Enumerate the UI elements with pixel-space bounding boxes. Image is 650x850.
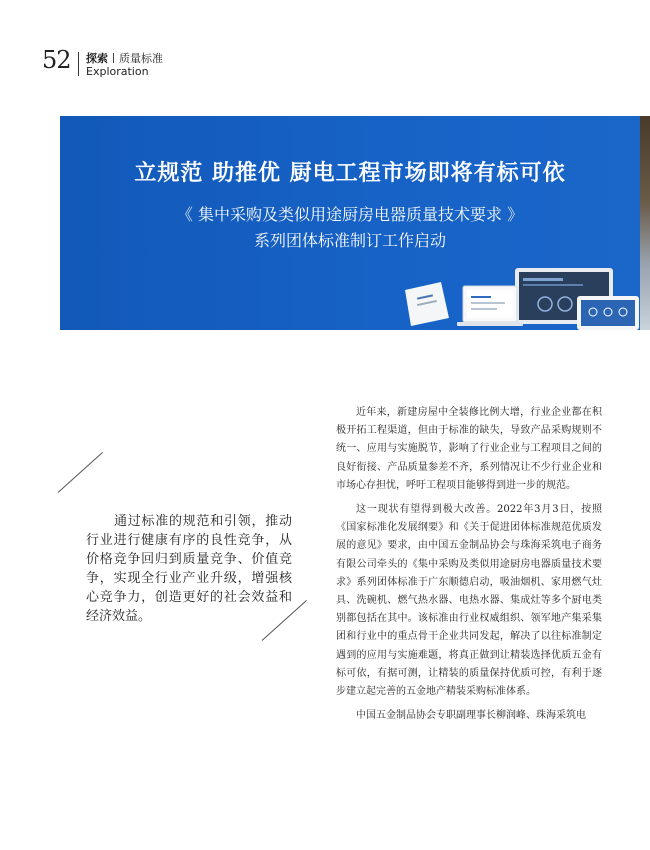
body-paragraph: 中国五金制品协会专职副理事长柳润峰、珠海采筑电 <box>356 710 586 722</box>
tablet-left <box>405 282 449 326</box>
article-title: 立规范 助推优 厨电工程市场即将有标可依 <box>134 161 566 186</box>
section-label <box>86 50 163 66</box>
article-body <box>336 404 602 731</box>
page-number: 52 <box>42 46 71 74</box>
article-banner <box>60 116 650 330</box>
article-subtitle-line2: 系列团体标准制订工作启动 <box>253 231 446 250</box>
quote-decoration-top <box>58 452 103 493</box>
laptop-device <box>457 286 523 326</box>
device-mockup-illustration <box>405 266 645 330</box>
body-paragraph: 近年来，新建房屋中全装修比例大增，行业企业都在积极开拓工程渠道，但由于标准的缺失，导致产品采购规则不统一、应用与实施脱节，影响了行业企业与工程项目之间的良好衔接、产品质量参差不齐，系列情况让不少行业企业和市场心存担忧，呼吁工程项目能够得到进一步的规范。 <box>336 407 602 491</box>
pull-quote: 通过标准的规范和引领，推动行业进行健康有序的良性竞争，从价格竞争回归到质量竞争、价值竞争，实现全行业产业升级，增强核心竞争力，创造更好的社会效益和经济效益。 <box>86 514 292 624</box>
section-name: 探索 <box>86 52 108 65</box>
body-paragraph: 这一现状有望得到极大改善。2022年3月3日，按照《国家标准化发展纲要》和《关于促进团体标准规范优质发展的意见》要求，由中国五金制品协会与珠海采筑电子商务有限公司牵头的《集中采购及类似用途厨房电器质量技术要求》系列团体标准于广东顺德启动，吸油烟机、家用燃气灶具、洗碗机、燃气热水器、电热水器、集成灶等多个厨电类别都包括在其中。该标准由行业权威组织、领军地产集采集团和行业中的重点骨干企业共同发起，解决了以往标准制定遇到的应用与实施难题，将真正做到让精装选择优质五金有标可依，有据可测，让精装的质量保持优质可控，有利于逐步建立起完善的五金地产精装采购标准体系。 <box>336 504 602 698</box>
subsection-name: 质量标准 <box>119 52 163 65</box>
header-divider <box>78 52 79 76</box>
section-name-en: Exploration <box>86 65 149 78</box>
section-separator <box>113 53 114 63</box>
tablet-right <box>577 296 639 330</box>
article-subtitle-line1: 《 集中采购及类似用途厨房电器质量技术要求 》 <box>176 205 524 224</box>
